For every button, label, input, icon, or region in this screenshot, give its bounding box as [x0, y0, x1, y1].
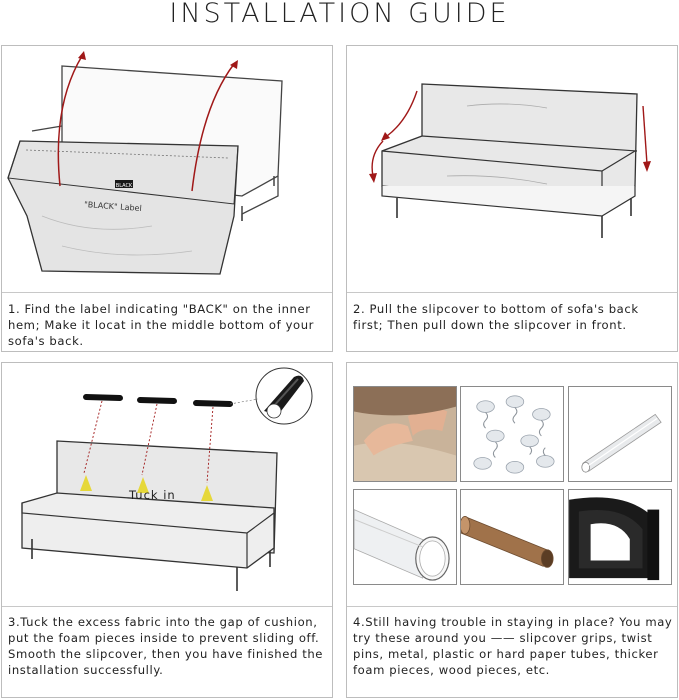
step-3-panel [1, 362, 333, 698]
label-tag: BLACK [115, 183, 133, 189]
plastic-tube-photo [568, 386, 672, 482]
paper-tube-photo [460, 489, 564, 585]
page-title: INSTALLATION GUIDE [169, 0, 510, 29]
step-2-caption: 2. Pull the slipcover to bottom of sofa's back first; Then pull down the slipcover in front. [353, 302, 639, 332]
tuck-in-label: Tuck in [129, 488, 176, 502]
step-4-panel [346, 362, 678, 698]
clear-tube-photo [353, 489, 457, 585]
sofa-back-cover-illustration [2, 46, 332, 291]
sofa-tuck-in-illustration [2, 363, 332, 603]
twist-pins-photo [460, 386, 564, 482]
panel-divider [2, 292, 332, 293]
step-1-panel [1, 45, 333, 352]
black-label-text: "BLACK" Label [83, 199, 143, 214]
arrow-down-icon [643, 161, 651, 172]
panel-divider [2, 606, 332, 607]
step-1-caption: 1. Find the label indicating "BACK" on the inner hem; Make it locat in the middle bottom of your sofa's back. [8, 302, 315, 348]
arrow-down-icon [381, 132, 390, 141]
hands-tucking-photo [353, 386, 457, 482]
arrow-up-icon [78, 51, 86, 60]
step-3-caption: 3.Tuck the excess fabric into the gap of cushion, put the foam pieces inside to prevent sliding off. Smooth the slipcover, then you have finished the installation successfully. [8, 615, 324, 677]
panel-divider [347, 606, 677, 607]
arrow-down-icon [369, 173, 377, 183]
sofa-pull-down-illustration [347, 46, 677, 291]
panel-divider [347, 292, 677, 293]
step-2-panel [346, 45, 678, 352]
step-4-caption: 4.Still having trouble in staying in place? You may try these around you —— slipcover grips, twist pins, metal, plastic or hard paper tubes, thicker foam pieces, wood pieces, etc. [353, 615, 673, 677]
foam-roll-photo [568, 489, 672, 585]
